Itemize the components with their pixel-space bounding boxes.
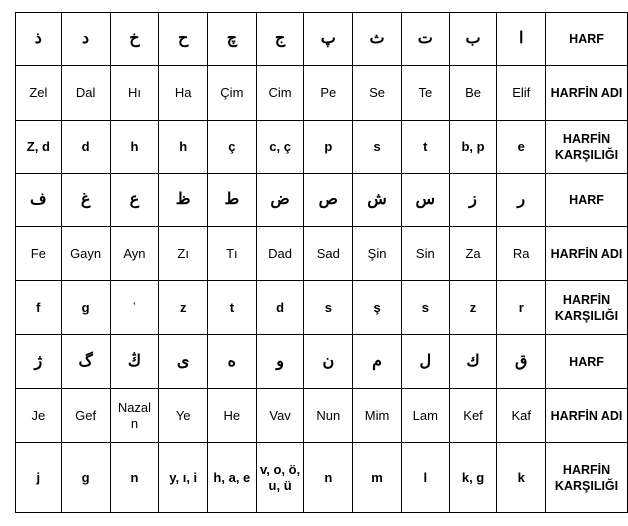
row-header-cell: HARFİN ADI: [546, 389, 628, 443]
latin-equivalent-cell: p: [304, 121, 353, 174]
latin-equivalent-cell: ş: [353, 281, 402, 335]
table-row: [16, 174, 628, 227]
latin-equivalent-cell: r: [497, 281, 546, 335]
letter-name-cell: Ayn: [110, 227, 159, 281]
table-row: [16, 281, 628, 335]
letter-name-cell: Kef: [449, 389, 497, 443]
letter-name-cell: He: [208, 389, 257, 443]
letter-cell: چ: [208, 13, 257, 66]
letter-name-cell: Pe: [304, 66, 353, 121]
letter-name-cell: Be: [449, 66, 497, 121]
row-header-cell: HARFİN KARŞILIĞI: [546, 281, 628, 335]
letter-cell: ث: [353, 13, 402, 66]
letter-name-cell: Mim: [353, 389, 402, 443]
letter-name-cell: Ye: [159, 389, 208, 443]
letter-cell: ح: [159, 13, 208, 66]
table-row: [16, 13, 628, 66]
latin-equivalent-cell: t: [208, 281, 257, 335]
latin-equivalent-cell: k: [497, 443, 546, 513]
letter-name-cell: Gayn: [61, 227, 110, 281]
letter-name-cell: Gef: [61, 389, 110, 443]
letter-cell: د: [61, 13, 110, 66]
alphabet-table-container: [15, 12, 628, 513]
letter-cell: ر: [497, 174, 546, 227]
latin-equivalent-cell: ç: [208, 121, 257, 174]
latin-equivalent-cell: z: [159, 281, 208, 335]
latin-equivalent-cell: h, a, e: [208, 443, 257, 513]
letter-cell: م: [353, 335, 402, 389]
letter-name-cell: Çim: [208, 66, 257, 121]
latin-equivalent-cell: n: [304, 443, 353, 513]
row-header-cell: HARFİN ADI: [546, 227, 628, 281]
letter-cell: ف: [16, 174, 62, 227]
latin-equivalent-cell: t: [401, 121, 449, 174]
letter-cell: ه: [208, 335, 257, 389]
letter-name-cell: Zı: [159, 227, 208, 281]
letter-cell: ظ: [159, 174, 208, 227]
letter-cell: ك: [449, 335, 497, 389]
letter-cell: گ: [61, 335, 110, 389]
latin-equivalent-cell: b, p: [449, 121, 497, 174]
letter-name-cell: Sin: [401, 227, 449, 281]
letter-cell: غ: [61, 174, 110, 227]
letter-cell: ش: [353, 174, 402, 227]
letter-name-cell: Te: [401, 66, 449, 121]
letter-cell: ذ: [16, 13, 62, 66]
letter-name-cell: Se: [353, 66, 402, 121]
row-header-cell: HARFİN KARŞILIĞI: [546, 443, 628, 513]
letter-name-cell: Ra: [497, 227, 546, 281]
letter-cell: ڭ: [110, 335, 159, 389]
latin-equivalent-cell: c, ç: [256, 121, 304, 174]
latin-equivalent-cell: z: [449, 281, 497, 335]
latin-equivalent-cell: m: [353, 443, 402, 513]
letter-cell: س: [401, 174, 449, 227]
letter-cell: ل: [401, 335, 449, 389]
letter-cell: ط: [208, 174, 257, 227]
letter-name-cell: Vav: [256, 389, 304, 443]
letter-cell: ص: [304, 174, 353, 227]
letter-name-cell: Şin: [353, 227, 402, 281]
letter-cell: خ: [110, 13, 159, 66]
row-header-cell: HARFİN KARŞILIĞI: [546, 121, 628, 174]
latin-equivalent-cell: d: [61, 121, 110, 174]
letter-name-cell: Za: [449, 227, 497, 281]
latin-equivalent-cell: g: [61, 281, 110, 335]
letter-name-cell: Elif: [497, 66, 546, 121]
row-header-cell: HARF: [546, 335, 628, 389]
latin-equivalent-cell: ʿ: [110, 281, 159, 335]
latin-equivalent-cell: j: [16, 443, 62, 513]
letter-cell: ژ: [16, 335, 62, 389]
letter-cell: ت: [401, 13, 449, 66]
letter-cell: ى: [159, 335, 208, 389]
letter-name-cell: Ha: [159, 66, 208, 121]
latin-equivalent-cell: s: [401, 281, 449, 335]
letter-cell: ز: [449, 174, 497, 227]
letter-name-cell: Dad: [256, 227, 304, 281]
letter-cell: ب: [449, 13, 497, 66]
letter-name-cell: Kaf: [497, 389, 546, 443]
latin-equivalent-cell: Z, d: [16, 121, 62, 174]
table-row: [16, 227, 628, 281]
latin-equivalent-cell: s: [353, 121, 402, 174]
row-header-cell: HARF: [546, 13, 628, 66]
latin-equivalent-cell: e: [497, 121, 546, 174]
latin-equivalent-cell: n: [110, 443, 159, 513]
letter-cell: ا: [497, 13, 546, 66]
latin-equivalent-cell: h: [110, 121, 159, 174]
letter-name-cell: Je: [16, 389, 62, 443]
letter-name-cell: Lam: [401, 389, 449, 443]
table-row: [16, 443, 628, 513]
table-row: [16, 389, 628, 443]
letter-cell: پ: [304, 13, 353, 66]
letter-cell: ع: [110, 174, 159, 227]
letter-cell: ض: [256, 174, 304, 227]
letter-name-cell: Nun: [304, 389, 353, 443]
table-row: [16, 121, 628, 174]
letter-cell: ق: [497, 335, 546, 389]
latin-equivalent-cell: g: [61, 443, 110, 513]
row-header-cell: HARFİN ADI: [546, 66, 628, 121]
table-row: [16, 66, 628, 121]
letter-name-cell: Hı: [110, 66, 159, 121]
letter-name-cell: Dal: [61, 66, 110, 121]
table-row: [16, 335, 628, 389]
letter-name-cell: Cim: [256, 66, 304, 121]
letter-cell: و: [256, 335, 304, 389]
ottoman-alphabet-table: [15, 12, 628, 513]
latin-equivalent-cell: s: [304, 281, 353, 335]
latin-equivalent-cell: k, g: [449, 443, 497, 513]
latin-equivalent-cell: l: [401, 443, 449, 513]
letter-cell: ج: [256, 13, 304, 66]
letter-cell: ن: [304, 335, 353, 389]
letter-name-cell: Tı: [208, 227, 257, 281]
letter-name-cell: Sad: [304, 227, 353, 281]
letter-name-cell: Zel: [16, 66, 62, 121]
latin-equivalent-cell: h: [159, 121, 208, 174]
latin-equivalent-cell: v, o, ö, u, ü: [256, 443, 304, 513]
latin-equivalent-cell: d: [256, 281, 304, 335]
row-header-cell: HARF: [546, 174, 628, 227]
latin-equivalent-cell: f: [16, 281, 62, 335]
letter-name-cell: Fe: [16, 227, 62, 281]
letter-name-cell: Nazal n: [110, 389, 159, 443]
latin-equivalent-cell: y, ı, i: [159, 443, 208, 513]
